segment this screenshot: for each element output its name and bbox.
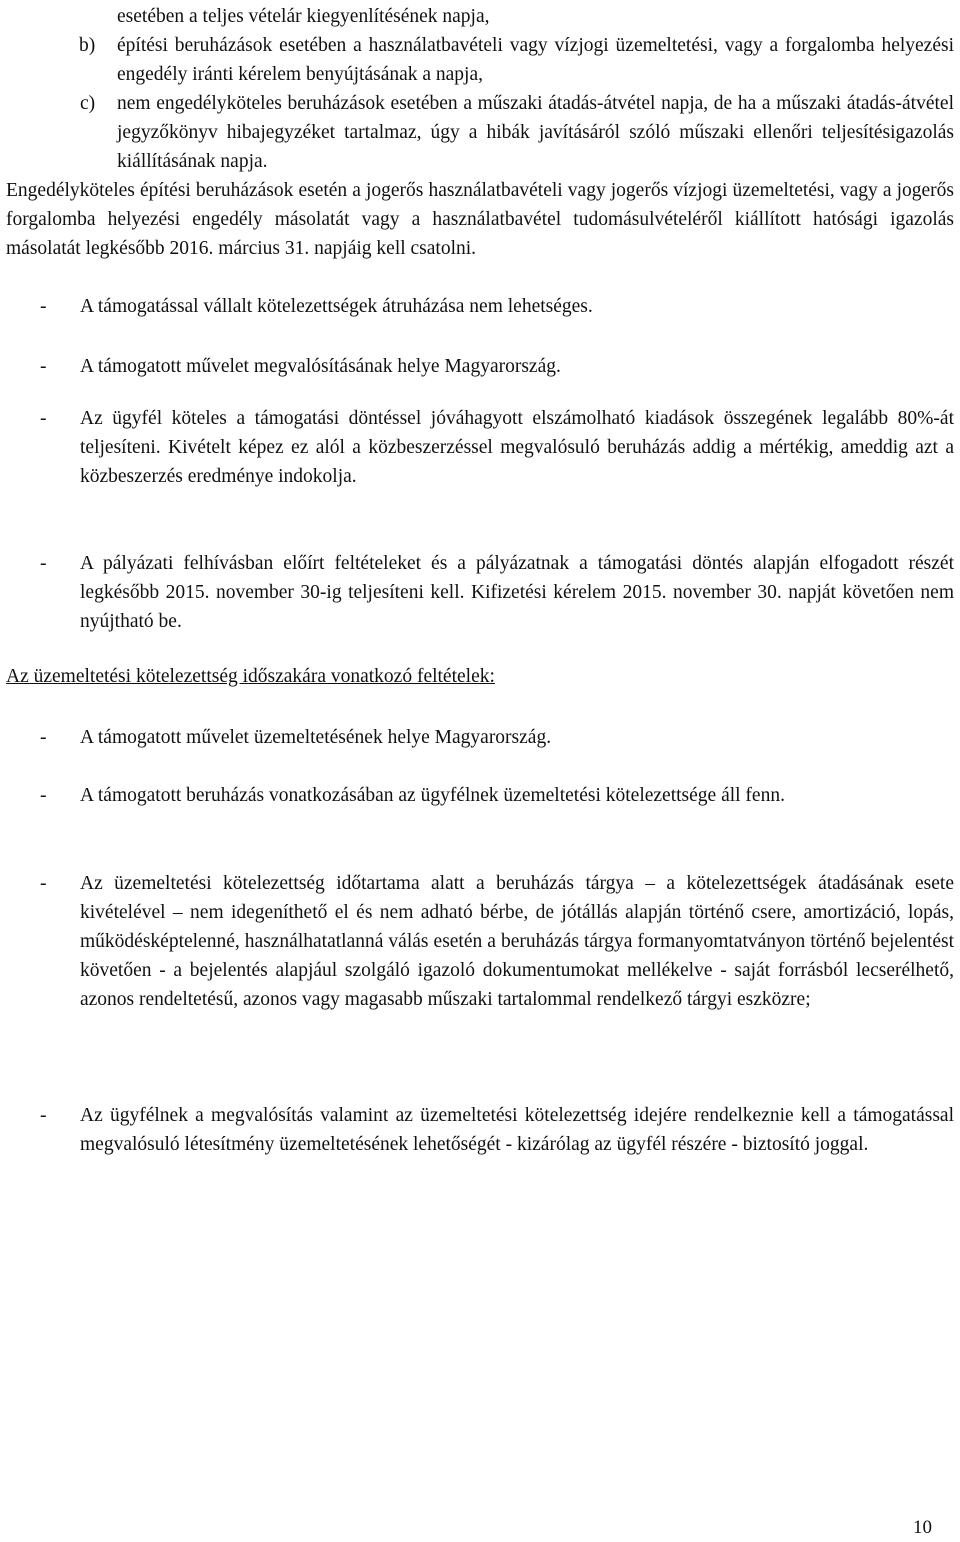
bullet-text-kotelezettseg: A támogatott beruházás vonatkozásában az ügyfélnek üzemeltetési kötelezettsége áll fenn.	[80, 785, 785, 806]
bullet-text-jog: Az ügyfélnek a megvalósítás valamint az üzemeltetési kötelezettség idejére rendelkeznie kell a támogatással megvalósuló létesítmény üzemeltetésének lehetőségét - kizárólag az ügyfél részére - biztosító joggal.	[80, 1105, 954, 1155]
bullet-marker: -	[40, 727, 47, 748]
page-number: 10	[913, 1517, 932, 1538]
list-item-text: építési beruházások esetében a használatbavételi vagy vízjogi üzemeltetési, vagy a forgalomba helyezési engedély iránti kérelem benyújtásának a napja,	[117, 35, 954, 85]
bullet-marker: -	[40, 785, 47, 806]
bullet-marker: -	[40, 553, 47, 574]
list-item-c	[80, 89, 954, 176]
bullet-marker: -	[40, 1105, 47, 1126]
bullet-text-helye: A támogatott művelet megvalósításának helye Magyarország.	[80, 356, 561, 377]
list-item-b	[79, 31, 954, 89]
list-marker: c)	[80, 93, 96, 114]
paragraph-engedelykoteles: Engedélyköteles építési beruházások esetén a jogerős használatbavételi vagy jogerős vízjogi üzemeltetési, vagy a jogerős forgalomba helyezési engedély másolatát vagy a használatbavétel tudomásulvételéről kiállított hatósági igazolás másolatát legkésőbb 2016. március 31. napjáig kell csatolni.	[6, 180, 954, 259]
section-heading: Az üzemeltetési kötelezettség időszakára vonatkozó feltételek:	[6, 666, 495, 687]
bullet-marker: -	[40, 296, 47, 317]
bullet-marker: -	[40, 408, 47, 429]
bullet-text-uzemeltetes-helye: A támogatott művelet üzemeltetésének helye Magyarország.	[80, 727, 552, 748]
bullet-text-80-szazalek: Az ügyfél köteles a támogatási döntéssel jóváhagyott elszámolható kiadások összegének legalább 80%-át teljesíteni. Kivételt képez ez alól a közbeszerzéssel megvalósuló beruházás addig a mértékig, ameddig azt a közbeszerzés eredménye indokolja.	[80, 408, 954, 487]
list-item-text: nem engedélyköteles beruházások esetében a műszaki átadás-átvétel napja, de ha a műszaki átadás-átvétel jegyzőkönyv hibajegyzéket tartalmaz, úgy a hibák javításáról szóló műszaki ellenőri teljesítésigazolás kiállításának napja.	[117, 93, 954, 172]
bullet-text-idotartam: Az üzemeltetési kötelezettség időtartama alatt a beruházás tárgya – a kötelezettségek átadásának esete kivételével – nem idegeníthető el és nem adható bérbe, de jótállás alapján történő csere, amortizáció, lopás, működésképtelenné, használhatatlanná válás esetén a beruházás tárgya formanyomtatványon történő bejelentést követően - a bejelentés alapjául szolgáló igazoló dokumentumokat mellékelve - saját forrásból lecserélhető, azonos rendeltetésű, azonos vagy magasabb műszaki tartalommal rendelkező tárgyi eszközre;	[80, 873, 954, 1010]
intro-continuation: esetében a teljes vételár kiegyenlítésének napja,	[117, 6, 490, 27]
bullet-text-palyazati-felhivas: A pályázati felhívásban előírt feltételeket és a pályázatnak a támogatási döntés alapján elfogadott részét legkésőbb 2015. november 30-ig teljesíteni kell. Kifizetési kérelem 2015. november 30. napját követően nem nyújtható be.	[80, 553, 954, 632]
bullet-marker: -	[40, 873, 47, 894]
bullet-text-atruhazas: A támogatással vállalt kötelezettségek átruházása nem lehetséges.	[80, 296, 593, 317]
list-marker: b)	[79, 35, 96, 56]
bullet-marker: -	[40, 356, 47, 377]
